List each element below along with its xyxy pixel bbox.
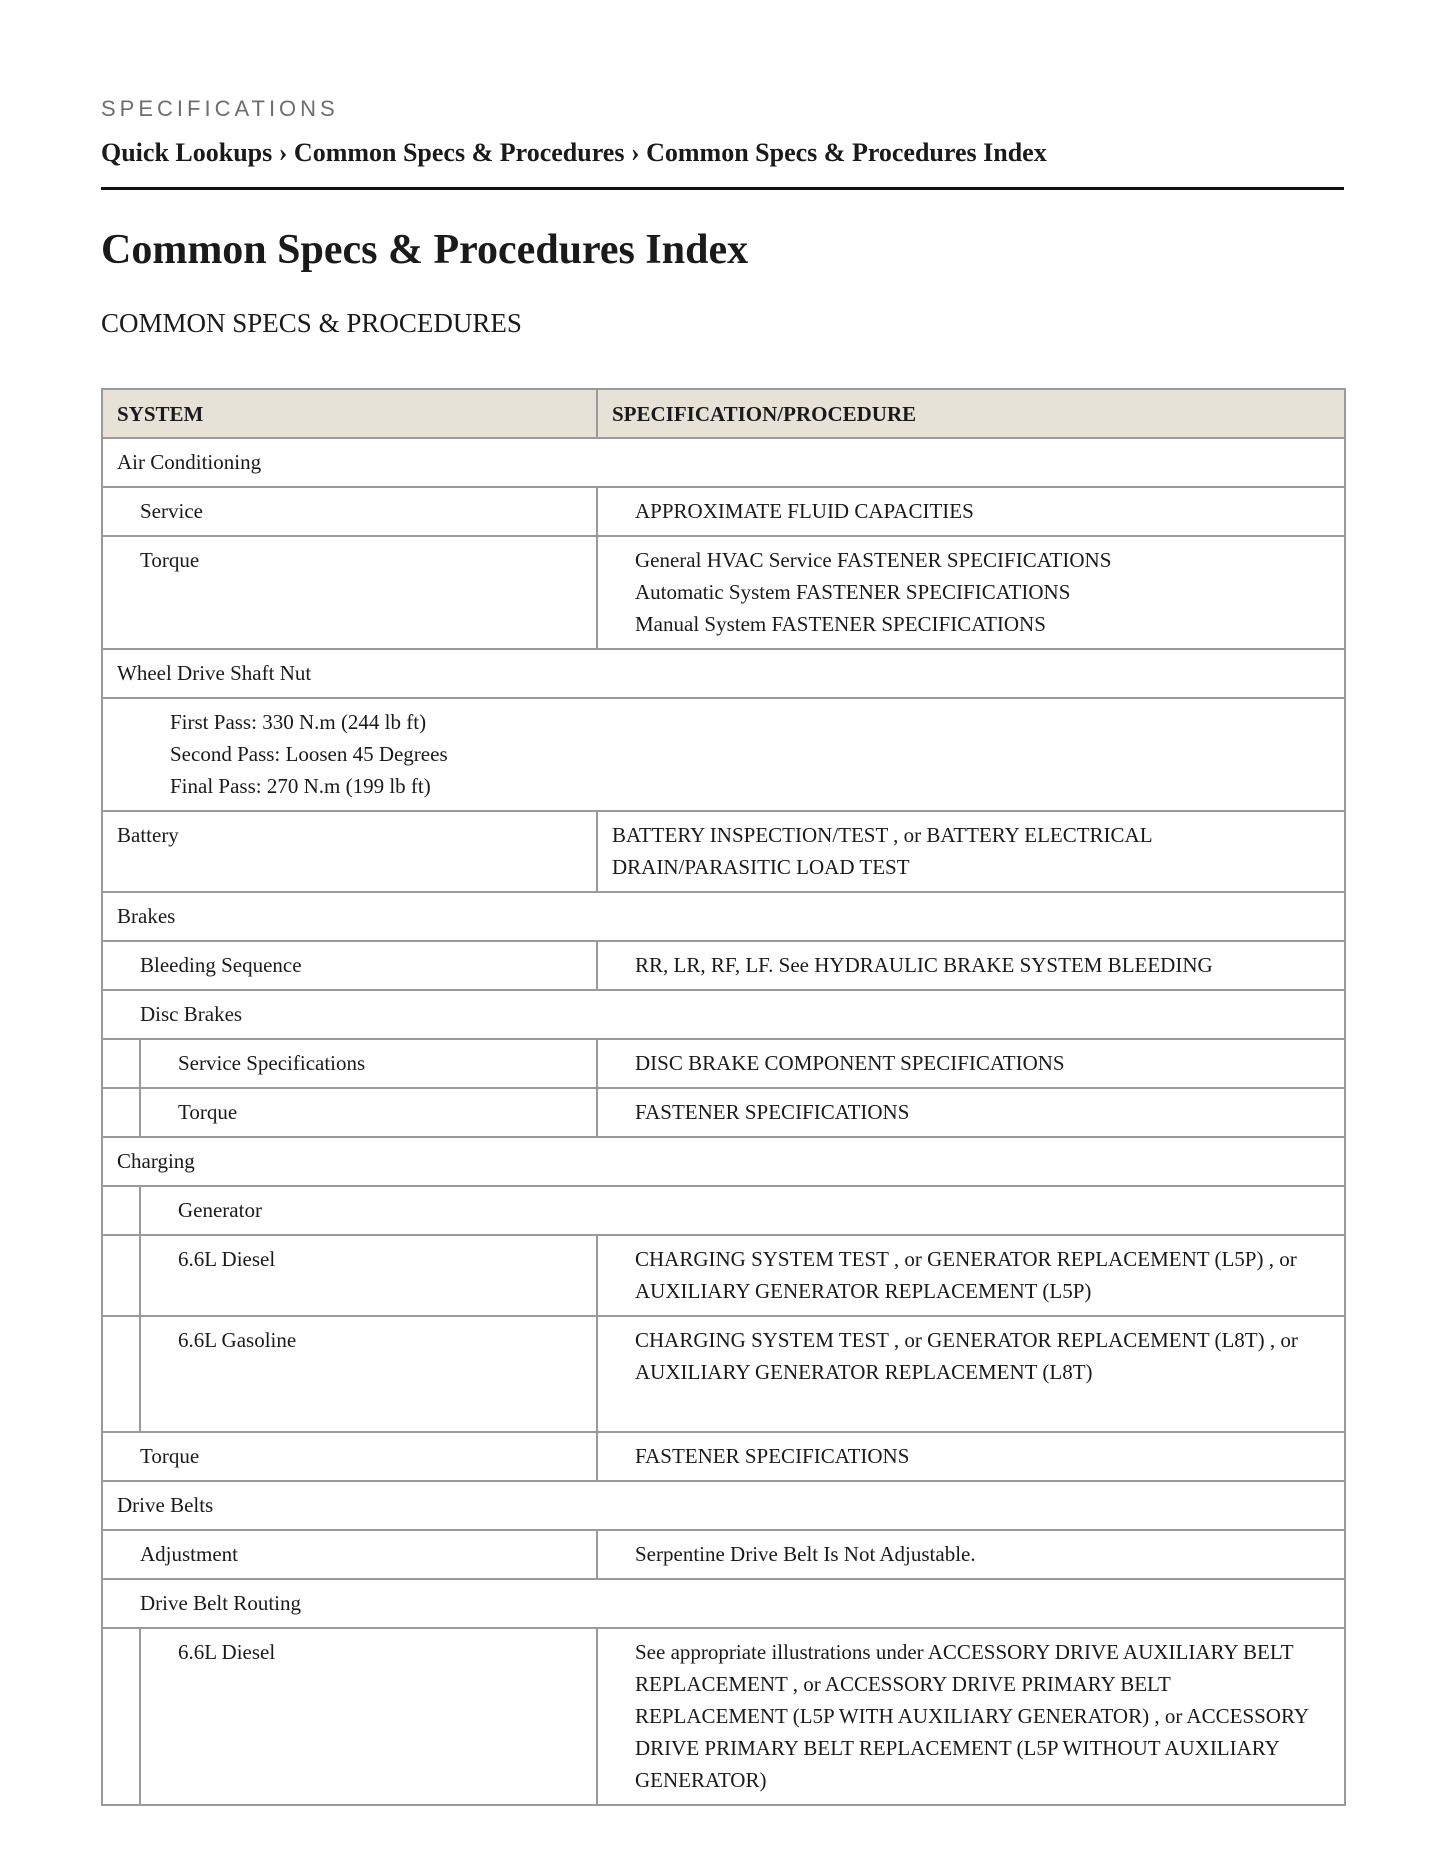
table-row (102, 438, 1345, 487)
group-cell: Air Conditioning (102, 438, 1345, 487)
spec-cell (597, 487, 1345, 536)
torque-note: Second Pass: Loosen 45 Degrees (170, 742, 448, 766)
spec-link[interactable]: Automatic System FASTENER SPECIFICATIONS (635, 580, 1071, 604)
spec-cell (597, 1039, 1345, 1088)
table-row (102, 1316, 1345, 1432)
section-label: SPECIFICATIONS (101, 96, 339, 121)
system-cell: Torque (102, 536, 597, 649)
spec-link[interactable]: AUXILIARY GENERATOR REPLACEMENT (L8T) (635, 1360, 1093, 1384)
nest-indent-bar (139, 1628, 141, 1805)
nest-indent-bar (139, 1039, 141, 1088)
nest-indent-bar (139, 1088, 141, 1137)
spec-link[interactable]: AUXILIARY GENERATOR REPLACEMENT (L5P) (635, 1279, 1092, 1303)
spec-link[interactable]: CHARGING SYSTEM TEST , or GENERATOR REPLACEMENT (L8T) , or (635, 1328, 1298, 1352)
table-row (102, 1481, 1345, 1530)
breadcrumb-item[interactable]: Quick Lookups (101, 138, 273, 167)
breadcrumb-separator: › (278, 138, 288, 167)
breadcrumb-item[interactable]: Common Specs & Procedures (293, 138, 625, 167)
spec-cell (597, 941, 1345, 990)
spec-link[interactable]: REPLACEMENT , or ACCESSORY DRIVE PRIMARY BELT (635, 1672, 1171, 1696)
table-row (102, 1235, 1345, 1316)
spec-cell (597, 1316, 1345, 1432)
spec-link[interactable]: DRIVE PRIMARY BELT REPLACEMENT (L5P WITHOUT AUXILIARY (635, 1736, 1280, 1760)
table-row (102, 1579, 1345, 1628)
group-cell: Drive Belts (102, 1481, 1345, 1530)
table-row (102, 1628, 1345, 1805)
system-cell: 6.6L Gasoline (102, 1316, 597, 1432)
table-row (102, 1137, 1345, 1186)
spec-link[interactable]: FASTENER SPECIFICATIONS (635, 1100, 910, 1124)
spec-link[interactable]: APPROXIMATE FLUID CAPACITIES (635, 499, 974, 523)
spec-link[interactable]: Manual System FASTENER SPECIFICATIONS (635, 612, 1046, 636)
system-cell: Torque (102, 1432, 597, 1481)
table-row (102, 892, 1345, 941)
column-header-spec: SPECIFICATION/PROCEDURE (597, 389, 1345, 438)
page-title: Common Specs & Procedures Index (101, 227, 749, 273)
table-row (102, 1432, 1345, 1481)
group-cell: Generator (102, 1186, 1345, 1235)
spec-link[interactable]: BATTERY INSPECTION/TEST , or BATTERY ELECTRICAL (612, 823, 1153, 847)
table-row (102, 941, 1345, 990)
header-divider (101, 187, 1344, 190)
system-cell: 6.6L Diesel (102, 1235, 597, 1316)
table-row (102, 698, 1345, 811)
spec-link[interactable]: DRAIN/PARASITIC LOAD TEST (612, 855, 910, 879)
torque-note: First Pass: 330 N.m (244 lb ft) (170, 710, 427, 734)
system-cell: Service (102, 487, 597, 536)
nest-indent-bar (139, 1235, 141, 1316)
spec-cell (597, 1432, 1345, 1481)
group-cell: Disc Brakes (102, 990, 1345, 1039)
table-row (102, 1186, 1345, 1235)
table-header-row (102, 389, 1345, 438)
group-cell: Charging (102, 1137, 1345, 1186)
spec-cell (597, 536, 1345, 649)
spec-cell (597, 1530, 1345, 1579)
table-row (102, 536, 1345, 649)
specs-table (101, 388, 1346, 1806)
table-row (102, 811, 1345, 892)
table-row (102, 649, 1345, 698)
table-row (102, 1530, 1345, 1579)
spec-cell (597, 811, 1345, 892)
spec-link[interactable]: GENERATOR) (635, 1768, 767, 1792)
spec-link[interactable]: RR, LR, RF, LF. See HYDRAULIC BRAKE SYSTEM BLEEDING (635, 953, 1213, 977)
system-cell: 6.6L Diesel (102, 1628, 597, 1805)
spec-link[interactable]: CHARGING SYSTEM TEST , or GENERATOR REPLACEMENT (L5P) , or (635, 1247, 1297, 1271)
spec-link[interactable]: REPLACEMENT (L5P WITH AUXILIARY GENERATOR) , or ACCESSORY (635, 1704, 1309, 1728)
breadcrumb-item: Common Specs & Procedures Index (646, 138, 1047, 167)
table-row (102, 1088, 1345, 1137)
nest-indent-bar (139, 1186, 141, 1235)
nest-indent-bar (139, 1316, 141, 1432)
spec-cell (597, 1628, 1345, 1805)
system-cell: Torque (102, 1088, 597, 1137)
group-cell: Wheel Drive Shaft Nut (102, 649, 1345, 698)
note-cell (102, 698, 1345, 811)
system-cell: Service Specifications (102, 1039, 597, 1088)
spec-cell (597, 1088, 1345, 1137)
system-cell: Adjustment (102, 1530, 597, 1579)
table-row (102, 1039, 1345, 1088)
group-cell: Brakes (102, 892, 1345, 941)
spec-link[interactable]: See appropriate illustrations under ACCESSORY DRIVE AUXILIARY BELT (635, 1640, 1294, 1664)
breadcrumb (101, 138, 1047, 168)
spec-link[interactable]: FASTENER SPECIFICATIONS (635, 1444, 910, 1468)
torque-note: Final Pass: 270 N.m (199 lb ft) (170, 774, 431, 798)
breadcrumb-separator: › (630, 138, 640, 167)
system-cell: Bleeding Sequence (102, 941, 597, 990)
spec-link[interactable]: General HVAC Service FASTENER SPECIFICATIONS (635, 548, 1112, 572)
page-subtitle: COMMON SPECS & PROCEDURES (101, 308, 522, 338)
table-row (102, 990, 1345, 1039)
table-row (102, 487, 1345, 536)
spec-link[interactable]: DISC BRAKE COMPONENT SPECIFICATIONS (635, 1051, 1065, 1075)
spec-text: Serpentine Drive Belt Is Not Adjustable. (635, 1542, 976, 1566)
spec-cell (597, 1235, 1345, 1316)
column-header-system: SYSTEM (102, 389, 597, 438)
group-cell: Drive Belt Routing (102, 1579, 1345, 1628)
system-cell: Battery (102, 811, 597, 892)
